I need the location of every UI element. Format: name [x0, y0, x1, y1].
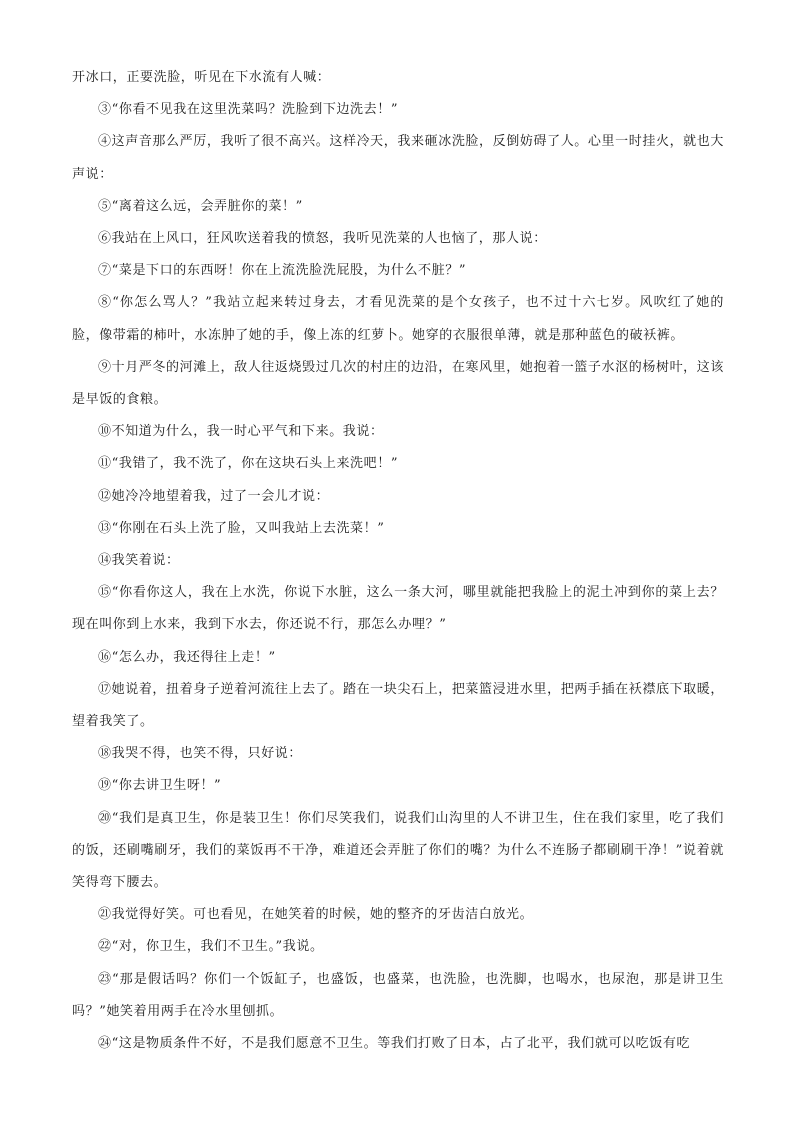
paragraph: ㉔“这是物质条件不好，不是我们愿意不卫生。等我们打败了日本，占了北平，我们就可以吃饭有吃 — [98, 1036, 691, 1052]
paragraph: ⑪“我错了，我不洗了，你在这块石头上来洗吧！” — [98, 456, 399, 472]
paragraph: ⑨十月严冬的河滩上，敌人往返烧毁过几次的村庄的边沿，在寒风里，她抱着一篮子水沤的杨树叶，这该是早饭的食粮。 — [72, 359, 724, 408]
paragraph: ⑰她说着，扭着身子逆着河流往上去了。踏在一块尖石上，把菜篮浸进水里，把两手插在袄襟底下取暖，望着我笑了。 — [72, 681, 724, 730]
paragraph: ㉓“那是假话吗？你们一个饭缸子，也盛饭，也盛菜，也洗脸，也洗脚，也喝水，也尿泡，那是讲卫生吗？”她笑着用两手在冷水里刨抓。 — [72, 971, 724, 1019]
paragraph: ⑲“你去讲卫生呀！” — [98, 778, 222, 794]
paragraph: ⑤“离着这么远，会弄脏你的菜！” — [98, 198, 303, 214]
paragraph: ③“你看不见我在这里洗菜吗？洗脸到下边洗去！” — [98, 102, 399, 118]
paragraph: ⑱我哭不得，也笑不得，只好说： — [98, 746, 303, 762]
paragraph: ⑩不知道为什么，我一时心平气和下来。我说： — [98, 424, 384, 440]
paragraph: ⑥我站在上风口，狂风吹送着我的愤怒，我听见洗菜的人也恼了，那人说： — [98, 231, 547, 247]
paragraph: ⑦“菜是下口的东西呀！你在上流洗脸洗屁股，为什么不脏？” — [98, 263, 467, 279]
paragraph: ⑮“你看你这人，我在上水洗，你说下水脏，这么一条大河，哪里就能把我脸上的泥土冲到你的菜上去？现在叫你到上水来，我到下水去，你还说不行，那怎么办哩？” — [72, 585, 724, 633]
article-body — [72, 62, 724, 1060]
paragraph: ④这声音那么严厉，我听了很不高兴。这样冷天，我来砸冰洗脸，反倒妨碍了人。心里一时挂火，就也大声说： — [72, 134, 724, 182]
paragraph: ㉒“对，你卫生，我们不卫生。”我说。 — [98, 939, 324, 955]
paragraph: ⑫她冷冷地望着我，过了一会儿才说： — [98, 488, 330, 504]
paragraph: ⑯“怎么办，我还得往上走！” — [98, 649, 276, 665]
paragraph: ⑭我笑着说： — [98, 553, 180, 569]
paragraph: ⑳“我们是真卫生，你是装卫生！你们尽笑我们，说我们山沟里的人不讲卫生，住在我们家里，吃了我们的饭，还刷嘴刷牙，我们的菜饭再不干净，难道还会弄脏了你们的嘴？为什么不连肠子都刷刷干净！”说着就笑得弯下腰去。 — [72, 810, 724, 891]
paragraph: ⑧“你怎么骂人？”我站立起来转过身去，才看见洗菜的是个女孩子，也不过十六七岁。风吹红了她的脸，像带霜的柿叶，水冻肿了她的手，像上冻的红萝卜。她穿的衣服很单薄，就是那种蓝色的破袄裤。 — [72, 295, 724, 343]
paragraph: 开冰口，正要洗脸，听见在下水流有人喊： — [72, 70, 331, 85]
paragraph: ⑬“你刚在石头上洗了脸，又叫我站上去洗菜！” — [98, 520, 385, 536]
paragraph: ㉑我觉得好笑。可也看见，在她笑着的时候，她的整齐的牙齿洁白放光。 — [98, 907, 534, 923]
